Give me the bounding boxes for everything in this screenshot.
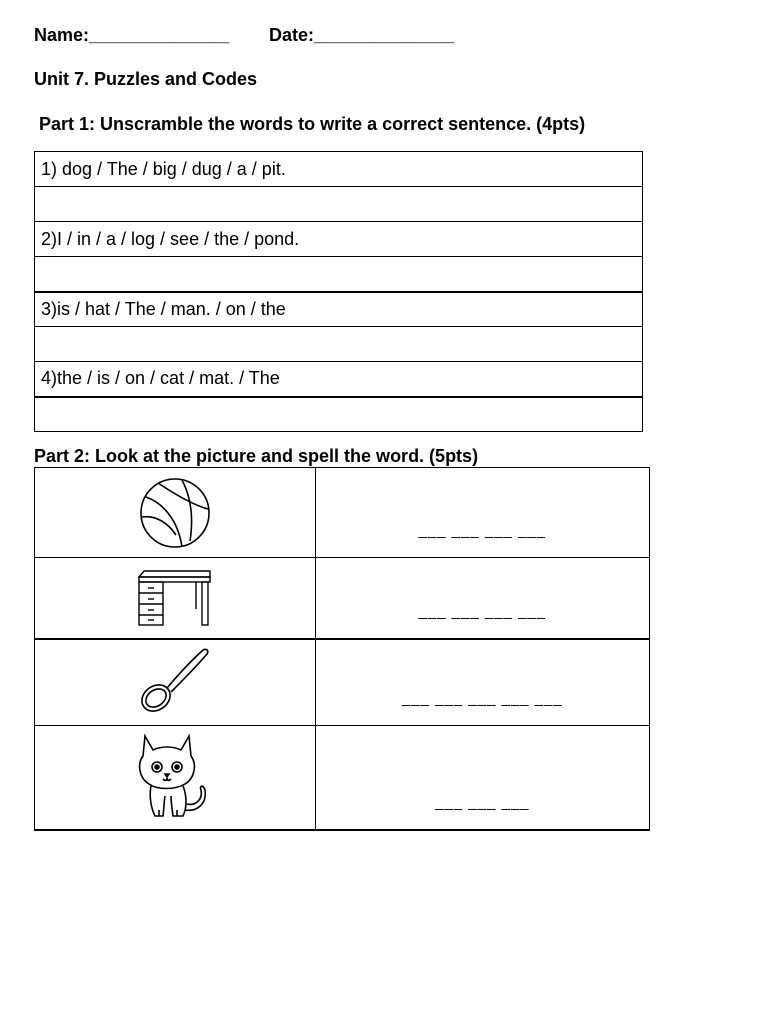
picture-cell — [35, 639, 316, 726]
answer-cell[interactable] — [315, 726, 649, 830]
desk-icon — [136, 589, 214, 606]
name-field-label: Name:______________ — [34, 25, 230, 45]
answer-cell[interactable] — [315, 558, 649, 639]
scrambled-sentence-4: 4)the / is / on / cat / mat. / The — [35, 362, 643, 397]
table-row — [35, 292, 643, 327]
table-row — [35, 639, 650, 726]
table-row — [35, 327, 643, 362]
table-row — [35, 726, 650, 830]
table-row — [35, 257, 643, 292]
answer-line-3[interactable] — [35, 327, 643, 362]
table-row — [35, 397, 643, 432]
part1-table — [34, 151, 643, 432]
part1-title: Part 1: Unscramble the words to write a correct sentence. (4pts) — [39, 114, 586, 134]
letter-blanks: ___ ___ ___ ___ — [418, 522, 547, 539]
answer-line-1[interactable] — [35, 187, 643, 222]
letter-blanks: ___ ___ ___ — [435, 793, 530, 811]
picture-cell — [35, 726, 316, 830]
unit-title: Unit 7. Puzzles and Codes — [34, 69, 258, 89]
table-row — [35, 222, 643, 257]
answer-line-4[interactable] — [35, 397, 643, 432]
table-row — [35, 152, 643, 187]
cat-icon — [137, 768, 213, 785]
table-row — [35, 187, 643, 222]
picture-cell — [35, 468, 316, 558]
answer-line-2[interactable] — [35, 257, 643, 292]
scrambled-sentence-1: 1) dog / The / big / dug / a / pit. — [35, 152, 643, 187]
letter-blanks: ___ ___ ___ ___ ___ — [401, 690, 563, 707]
answer-cell[interactable] — [315, 468, 649, 558]
part2-table — [34, 467, 650, 831]
part2-title: Part 2: Look at the picture and spell the word. (5pts) — [34, 446, 479, 466]
scrambled-sentence-2: 2)I / in / a / log / see / the / pond. — [35, 222, 643, 257]
spoon-icon — [137, 673, 213, 690]
scrambled-sentence-3: 3)is / hat / The / man. / on / the — [35, 292, 643, 327]
table-row — [35, 468, 650, 558]
letter-blanks: ___ ___ ___ ___ — [418, 602, 547, 620]
table-row — [35, 558, 650, 639]
picture-cell — [35, 558, 316, 639]
table-row — [35, 362, 643, 397]
ball-icon — [138, 504, 212, 521]
date-field-label: Date:______________ — [269, 25, 455, 45]
answer-cell[interactable] — [315, 639, 649, 726]
